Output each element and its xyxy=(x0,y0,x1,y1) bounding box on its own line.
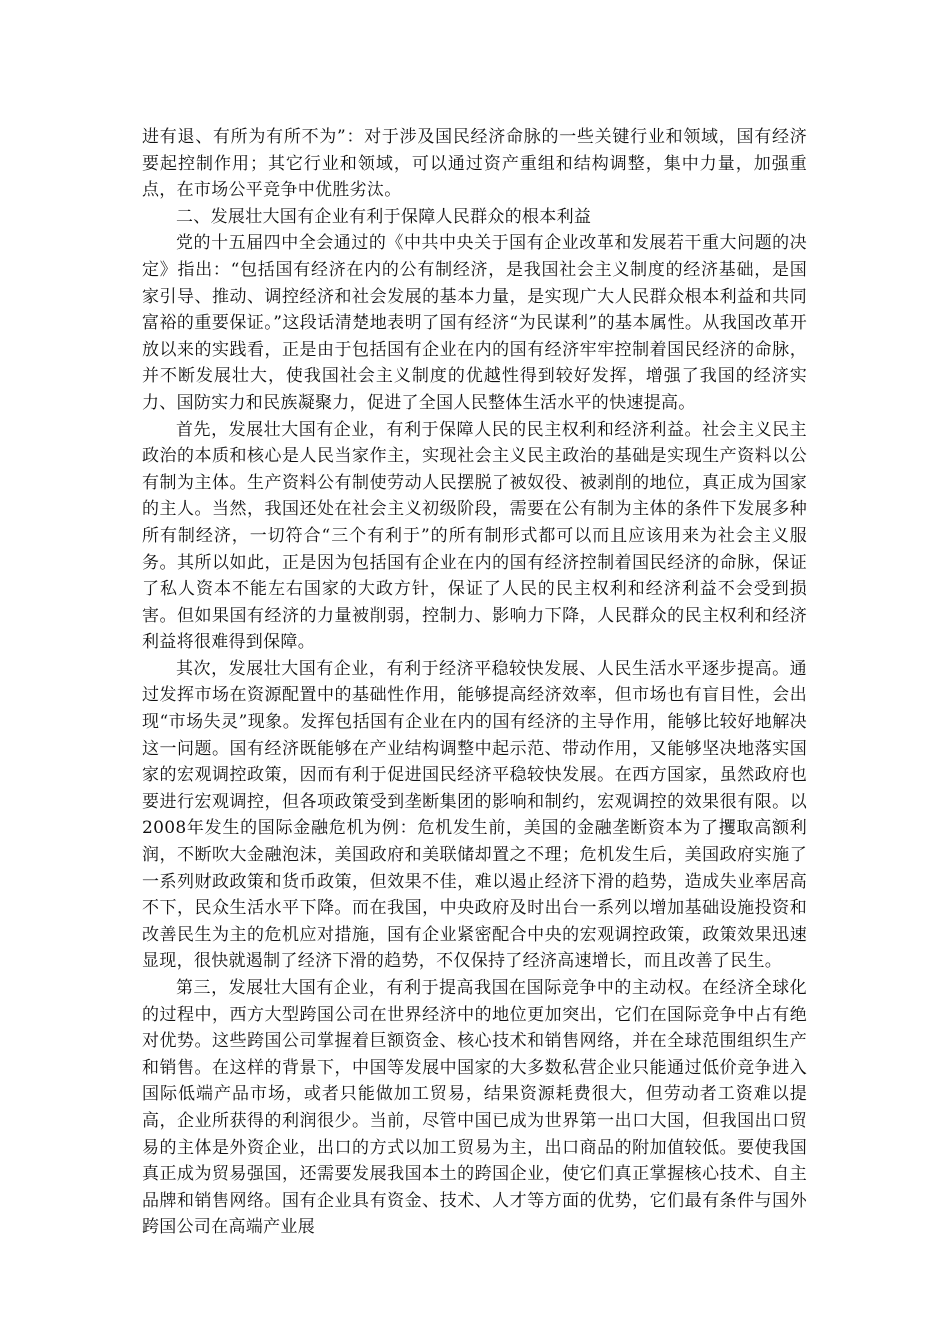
paragraph-continuation: 进有退、有所为有所不为”：对于涉及国民经济命脉的一些关键行业和领域，国有经济要起控制作用；其它行业和领域，可以通过资产重组和结构调整，集中力量，加强重点，在市场公平竞争中优胜劣汰。 xyxy=(142,127,807,201)
paragraph: 党的十五届四中全会通过的《中共中央关于国有企业改革和发展若干重大问题的决定》指出：“包括国有经济在内的公有制经济，是我国社会主义制度的经济基础，是国家引导、推动、调控经济和社会发展的基本力量，是实现广大人民群众根本利益和共同富裕的重要保证。”这段话清楚地表明了国有经济“为民谋利”的基本属性。从我国改革开放以来的实践看，正是由于包括国有企业在内的国有经济牢牢控制着国民经济的命脉，并不断发展壮大，使我国社会主义制度的优越性得到较好发挥，增强了我国的经济实力、国防实力和民族凝聚力，促进了全国人民整体生活水平的快速提高。 xyxy=(142,233,807,413)
paragraph: 首先，发展壮大国有企业，有利于保障人民的民主权利和经济利益。社会主义民主政治的本质和核心是人民当家作主，实现社会主义民主政治的基础是实现生产资料以公有制为主体。生产资料公有制使劳动人民摆脱了被奴役、被剥削的地位，真正成为国家的主人。当然，我国还处在社会主义初级阶段，需要在公有制为主体的条件下发展多种所有制经济，一切符合“三个有利于”的所有制形式都可以而且应该用来为社会主义服务。其所以如此，正是因为包括国有企业在内的国有经济控制着国民经济的命脉，保证了私人资本不能左右国家的大政方针，保证了人民的民主权利和经济利益不会受到损害。但如果国有经济的力量被削弱，控制力、影响力下降，人民群众的民主权利和经济利益将很难得到保障。 xyxy=(142,419,807,653)
paragraph: 其次，发展壮大国有企业，有利于经济平稳较快发展、人民生活水平逐步提高。通过发挥市场在资源配置中的基础性作用，能够提高经济效率，但市场也有盲目性，会出现“市场失灵”现象。发挥包括国有企业在内的国有经济的主导作用，能够比较好地解决这一问题。国有经济既能够在产业结构调整中起示范、带动作用，又能够坚决地落实国家的宏观调控政策，因而有利于促进国民经济平稳较快发展。在西方国家，虽然政府也要进行宏观调控，但各项政策受到垄断集团的影响和制约，宏观调控的效果很有限。以2008年发生的国际金融危机为例：危机发生前，美国的金融垄断资本为了攫取高额利润，不断吹大金融泡沫，美国政府和美联储却置之不理；危机发生后，美国政府实施了一系列财政政策和货币政策，但效果不佳，难以遏止经济下滑的趋势，造成失业率居高不下，民众生活水平下降。而在我国，中央政府及时出台一系列以增加基础设施投资和改善民生为主的危机应对措施，国有企业紧密配合中央的宏观调控政策，政策效果迅速显现，很快就遏制了经济下滑的趋势，不仅保持了经济高速增长，而且改善了民生。 xyxy=(142,658,807,972)
paragraph: 第三，发展壮大国有企业，有利于提高我国在国际竞争中的主动权。在经济全球化的过程中，西方大型跨国公司在世界经济中的地位更加突出，它们在国际竞争中占有绝对优势。这些跨国公司掌握着巨额资金、核心技术和销售网络，并在全球范围组织生产和销售。在这样的背景下，中国等发展中国家的大多数私营企业只能通过低价竞争进入国际低端产品市场，或者只能做加工贸易，结果资源耗费很大，但劳动者工资难以提高，企业所获得的利润很少。当前，尽管中国已成为世界第一出口大国，但我国出口贸易的主体是外资企业，出口的方式以加工贸易为主，出口商品的附加值较低。要使我国真正成为贸易强国，还需要发展我国本土的跨国企业，使它们真正掌握核心技术、自主品牌和销售网络。国有企业具有资金、技术、人才等方面的优势，它们最有条件与国外跨国公司在高端产业展 xyxy=(142,978,807,1238)
section-heading: 二、发展壮大国有企业有利于保障人民群众的根本利益 xyxy=(176,206,592,227)
document-page xyxy=(142,124,807,1241)
